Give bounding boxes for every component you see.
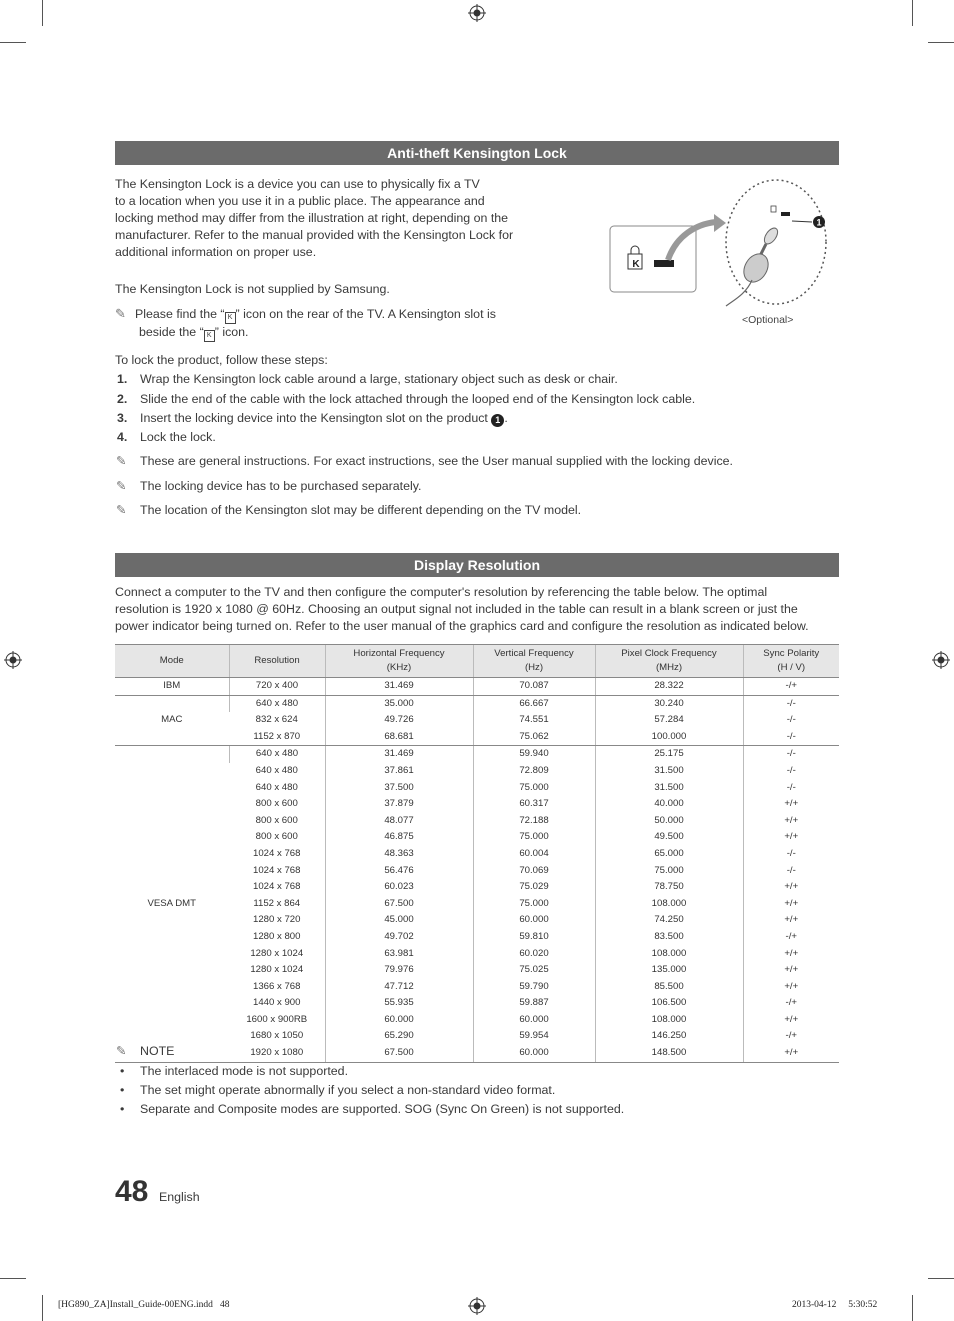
mode-cell: VESA DMT [115, 746, 229, 1062]
table-cell: 59.954 [473, 1028, 595, 1045]
table-cell: 85.500 [595, 979, 743, 996]
table-cell: +/+ [743, 1045, 839, 1062]
table-cell: 1680 x 1050 [250, 1030, 304, 1042]
table-cell: 1920 x 1080 [229, 1045, 325, 1062]
table-cell: 1024 x 768 [253, 864, 301, 876]
crop-mark [912, 0, 913, 26]
table-cell: 25.175 [595, 746, 743, 763]
callout-number-1: 1 [816, 217, 822, 228]
display-intro: Connect a computer to the TV and then configure the computer's resolution by referencing the table below. The optimal resolution is 1920 x 1080 @ 60Hz. Choosing an output signal not included in the table can result in a blank screen or just the power indicator being turned on. Refer to the user manual of the graphics card and configure the resolution as indicated below. [115, 585, 809, 633]
table-cell: -/- [743, 712, 839, 729]
table-cell: 832 x 624 [255, 714, 298, 726]
table-cell: +/+ [743, 796, 839, 813]
note-pencil-icon: ✎ [116, 479, 127, 493]
table-cell: 55.935 [325, 995, 473, 1012]
table-cell: 48.363 [325, 846, 473, 863]
table-cell: -/- [743, 863, 839, 880]
table-cell: 1152 x 864 [253, 897, 301, 909]
table-cell: 63.981 [325, 946, 473, 963]
crop-mark [912, 1295, 913, 1321]
table-cell: 60.000 [325, 1012, 473, 1029]
step-item: 2. Slide the end of the cable with the lock attached through the looped end of the Kensington lock cable. [117, 392, 696, 406]
table-cell: 148.500 [595, 1045, 743, 1062]
table-cell: 75.000 [473, 896, 595, 913]
table-cell: 1366 x 768 [253, 980, 301, 992]
table-cell: 1280 x 800 [253, 930, 301, 942]
table-cell: 59.790 [473, 979, 595, 996]
table-cell: 50.000 [595, 813, 743, 830]
table-cell: 66.667 [473, 695, 595, 712]
steps-intro: To lock the product, follow these steps: [115, 353, 328, 367]
table-cell: +/+ [743, 946, 839, 963]
find-icon-note: ✎ Please find the “ K ” icon on the rear of the TV. A Kensington slot is beside the “ K ” icon. [115, 305, 535, 342]
table-cell: +/+ [743, 896, 839, 913]
table-cell: 72.188 [473, 813, 595, 830]
table-cell: 70.069 [473, 863, 595, 880]
table-cell: -/+ [743, 995, 839, 1012]
table-cell: 67.500 [325, 1045, 473, 1062]
table-cell: 75.000 [473, 829, 595, 846]
table-cell: 108.000 [595, 946, 743, 963]
mode-cell: IBM [115, 678, 229, 696]
table-cell: 60.000 [473, 1012, 595, 1029]
table-cell: 37.879 [325, 796, 473, 813]
table-cell: 37.500 [325, 780, 473, 797]
table-cell: 46.875 [325, 829, 473, 846]
table-cell: 640 x 480 [255, 781, 298, 793]
table-cell: 49.702 [325, 929, 473, 946]
table-cell: 48.077 [325, 813, 473, 830]
table-cell: 146.250 [595, 1028, 743, 1045]
table-cell: 60.000 [473, 912, 595, 929]
not-supplied-text: The Kensington Lock is not supplied by Samsung. [115, 282, 390, 296]
table-cell: 70.087 [473, 678, 595, 696]
table-cell: 30.240 [595, 695, 743, 712]
table-cell: +/+ [743, 829, 839, 846]
table-cell: 800 x 600 [255, 798, 298, 810]
table-cell: 35.000 [325, 695, 473, 712]
step-item: 1. Wrap the Kensington lock cable around a large, stationary object such as desk or chair. [117, 372, 618, 386]
table-cell: 31.500 [595, 780, 743, 797]
note-bullet: • Separate and Composite modes are supported. SOG (Sync On Green) is not supported. [120, 1102, 625, 1116]
table-cell: -/- [743, 763, 839, 780]
table-row [115, 678, 839, 696]
note-item: ✎ These are general instructions. For exact instructions, see the User manual supplied with the locking device. [116, 454, 733, 468]
note-pencil-icon: ✎ [115, 306, 126, 321]
table-cell: 72.809 [473, 763, 595, 780]
table-cell: +/+ [743, 1012, 839, 1029]
note-pencil-icon: ✎ [116, 503, 127, 517]
table-row [115, 695, 839, 712]
table-cell: 68.681 [325, 729, 473, 746]
note-heading: ✎ NOTE [116, 1044, 175, 1058]
table-header-cell: Pixel Clock Frequency (MHz) [595, 645, 743, 678]
table-cell: +/+ [743, 962, 839, 979]
table-cell: 28.322 [595, 678, 743, 696]
crop-mark [0, 42, 26, 43]
table-cell: 75.029 [473, 879, 595, 896]
table-cell: 60.004 [473, 846, 595, 863]
k-slot-letter: K [632, 259, 640, 270]
callout-number-1-icon: 1 [491, 414, 504, 427]
table-header-cell: Resolution [229, 645, 325, 678]
table-cell: 49.726 [325, 712, 473, 729]
table-cell: 75.062 [473, 729, 595, 746]
kensington-lock-icon: K [204, 330, 215, 342]
table-cell: 135.000 [595, 962, 743, 979]
table-cell: 800 x 600 [255, 814, 298, 826]
table-cell: 1440 x 900 [253, 997, 301, 1009]
table-cell: 75.000 [595, 863, 743, 880]
kensington-intro: The Kensington Lock is a device you can use to physically fix a TV to a location when you use it in a public place. The appearance and locking method may differ from the illustration at right, depending on the manufacturer. Refer to the manual provided with the Kensington Lock for additional information on proper use. [115, 177, 514, 259]
note-item: ✎ The location of the Kensington slot may be different depending on the TV model. [116, 503, 582, 517]
table-cell: 1280 x 1024 [250, 964, 304, 976]
table-cell: 1600 x 900RB [246, 1013, 308, 1025]
table-header-cell: Vertical Frequency (Hz) [473, 645, 595, 678]
section-title-kensington: Anti-theft Kensington Lock [115, 141, 839, 165]
crop-mark [42, 0, 43, 26]
table-cell: 37.861 [325, 763, 473, 780]
table-cell: 78.750 [595, 879, 743, 896]
table-cell: -/- [743, 695, 839, 712]
note-bullet: • The interlaced mode is not supported. [120, 1064, 349, 1078]
table-header-cell: Horizontal Frequency (KHz) [325, 645, 473, 678]
table-cell: 74.250 [595, 912, 743, 929]
table-cell: 108.000 [595, 1012, 743, 1029]
print-timestamp: 2013-04-12 5:30:52 [792, 1300, 878, 1310]
table-cell: 60.023 [325, 879, 473, 896]
table-cell: 60.000 [473, 1045, 595, 1062]
table-cell: 640 x 480 [255, 764, 298, 776]
table-cell: -/- [743, 780, 839, 797]
table-cell: 59.810 [473, 929, 595, 946]
table-cell: -/+ [743, 1028, 839, 1045]
table-cell: 47.712 [325, 979, 473, 996]
table-cell: -/- [743, 746, 839, 763]
table-cell: -/- [743, 729, 839, 746]
table-cell: 83.500 [595, 929, 743, 946]
table-cell: 640 x 480 [229, 746, 325, 763]
kensington-lock-icon: K [225, 312, 236, 324]
table-cell: 106.500 [595, 995, 743, 1012]
table-cell: 1024 x 768 [253, 881, 301, 893]
table-cell: 40.000 [595, 796, 743, 813]
kensington-lock-illustration [606, 176, 836, 316]
table-cell: +/+ [743, 979, 839, 996]
table-cell: 720 x 400 [229, 678, 325, 696]
table-cell: 56.476 [325, 863, 473, 880]
table-header-cell: Mode [115, 645, 229, 678]
mode-cell: MAC [115, 695, 229, 746]
table-cell: 60.317 [473, 796, 595, 813]
note-item: ✎ The locking device has to be purchased separately. [116, 479, 422, 493]
table-cell: 79.976 [325, 962, 473, 979]
table-cell: 1152 x 870 [229, 729, 325, 746]
table-cell: 57.284 [595, 712, 743, 729]
table-cell: 59.887 [473, 995, 595, 1012]
table-header-cell: Sync Polarity (H / V) [743, 645, 839, 678]
registration-mark-icon [4, 651, 22, 669]
registration-mark-icon [468, 1297, 486, 1315]
table-cell: +/+ [743, 912, 839, 929]
registration-mark-icon [468, 4, 486, 22]
table-cell: 60.020 [473, 946, 595, 963]
crop-mark [928, 1278, 954, 1279]
table-cell: 59.940 [473, 746, 595, 763]
page-language: English [159, 1190, 200, 1204]
table-cell: 75.000 [473, 780, 595, 797]
step-item: 3. Insert the locking device into the Kensington slot on the product 1 . [117, 411, 508, 425]
table-cell: 1024 x 768 [253, 847, 301, 859]
section-title-display-resolution: Display Resolution [115, 553, 839, 577]
table-cell: 49.500 [595, 829, 743, 846]
table-cell: 75.025 [473, 962, 595, 979]
table-cell: 1280 x 1024 [250, 947, 304, 959]
crop-mark [928, 42, 954, 43]
table-cell: 65.290 [325, 1028, 473, 1045]
table-cell: -/+ [743, 678, 839, 696]
crop-mark [0, 1278, 26, 1279]
table-cell: -/- [743, 846, 839, 863]
resolution-table [115, 644, 839, 1063]
page-number: 48 [115, 1175, 149, 1208]
optional-label: <Optional> [742, 314, 794, 326]
table-cell: -/+ [743, 929, 839, 946]
table-cell: 100.000 [595, 729, 743, 746]
note-pencil-icon: ✎ [116, 1044, 127, 1058]
table-cell: 31.500 [595, 763, 743, 780]
table-cell: 67.500 [325, 896, 473, 913]
step-item: 4. Lock the lock. [117, 430, 216, 444]
registration-mark-icon [932, 651, 950, 669]
table-cell: 45.000 [325, 912, 473, 929]
crop-mark [42, 1295, 43, 1321]
table-cell: 640 x 480 [229, 695, 325, 712]
note-bullet: • The set might operate abnormally if you select a non-standard video format. [120, 1083, 556, 1097]
table-row [115, 746, 839, 763]
table-cell: 108.000 [595, 896, 743, 913]
table-cell: 800 x 600 [255, 831, 298, 843]
table-cell: 31.469 [325, 678, 473, 696]
file-info: [HG890_ZA]Install_Guide-00ENG.indd 48 [58, 1300, 230, 1310]
table-cell: +/+ [743, 813, 839, 830]
table-cell: 65.000 [595, 846, 743, 863]
table-cell: 31.469 [325, 746, 473, 763]
table-cell: 74.551 [473, 712, 595, 729]
note-pencil-icon: ✎ [116, 454, 127, 468]
table-cell: +/+ [743, 879, 839, 896]
table-cell: 1280 x 720 [253, 914, 301, 926]
